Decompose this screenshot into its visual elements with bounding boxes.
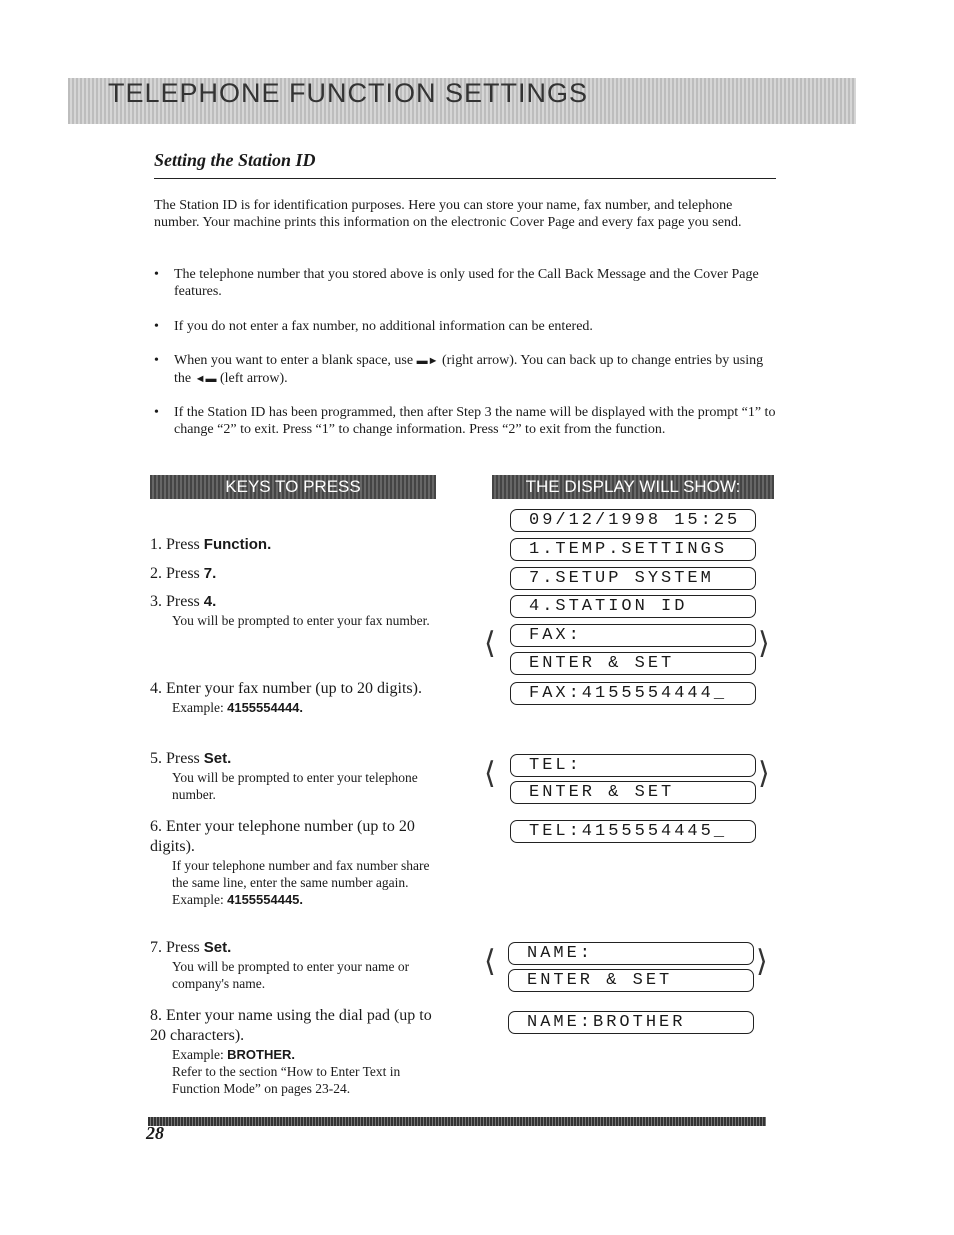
- lcd-display-tel-number: TEL:4155554445_: [510, 820, 756, 843]
- bullet-dot-icon: •: [154, 405, 159, 420]
- bullet-dot-icon: •: [154, 353, 159, 368]
- alternating-bracket-right-icon: ⟩: [758, 756, 770, 791]
- step-4: 4. Enter your fax number (up to 20 digits). Example: 4155554444.: [150, 679, 440, 716]
- bullet-item: [154, 266, 776, 300]
- step-1: 1. Press Function.: [150, 536, 272, 553]
- section-divider: [154, 178, 776, 179]
- alternating-bracket-right-icon: ⟩: [756, 944, 768, 979]
- bullet-text-a: When you want to enter a blank space, use: [174, 353, 414, 368]
- alternating-bracket-right-icon: ⟩: [758, 626, 770, 661]
- step-note: You will be prompted to enter your name or company's name.: [172, 959, 410, 991]
- bullet-item: [154, 318, 776, 335]
- bullet-item: [154, 404, 776, 438]
- step-example: Example: 4155554444.: [172, 700, 304, 715]
- key-7: 7.: [203, 565, 217, 582]
- footer-bar: [148, 1117, 766, 1126]
- lcd-display-tel-prompt: TEL:: [510, 754, 756, 777]
- bullet-text: The telephone number that you stored above is only used for the Call Back Message and the Cover Page features.: [174, 267, 759, 299]
- step-example: Example: BROTHER.: [172, 1047, 295, 1062]
- key-function: Function.: [203, 536, 272, 553]
- display-will-show-header: THE DISPLAY WILL SHOW:: [492, 475, 774, 499]
- step-5: 5. Press Set. You will be prompted to enter your telephone number.: [150, 749, 440, 803]
- step-note: You will be prompted to enter your fax number.: [172, 613, 430, 628]
- step-8: 8. Enter your name using the dial pad (up to 20 characters). Example: BROTHER. Refer to the section “How to Enter Text in Function Mode” on pages 23-24.: [150, 1006, 440, 1097]
- step-2: 2. Press 7.: [150, 565, 217, 582]
- bullet-item: [154, 352, 776, 388]
- lcd-display-temp-settings: 1.TEMP.SETTINGS: [510, 538, 756, 561]
- page-number: 28: [146, 1123, 164, 1143]
- lcd-display-enter-set: ENTER & SET: [510, 652, 756, 675]
- alternating-bracket-left-icon: ⟨: [484, 626, 496, 661]
- alternating-bracket-left-icon: ⟨: [484, 756, 496, 791]
- lcd-display-fax-prompt: FAX:: [510, 624, 756, 647]
- keys-to-press-header: KEYS TO PRESS: [150, 475, 436, 499]
- section-title: Setting the Station ID: [154, 150, 316, 170]
- bullet-text: If the Station ID has been programmed, then after Step 3 the name will be displayed with the prompt “1” to change “2” to exit. Press “1” to change information. Press “2” to exit from the function.: [174, 405, 776, 437]
- step-note: If your telephone number and fax number share the same line, enter the same number again.: [172, 858, 430, 890]
- lcd-display-name: NAME:BROTHER: [508, 1011, 754, 1034]
- bullet-text-b: (right arrow). You can back up to change entries by using the: [174, 353, 764, 386]
- key-set: Set.: [203, 939, 232, 956]
- bullet-dot-icon: •: [154, 267, 159, 282]
- step-example: Example: 4155554445.: [172, 892, 304, 907]
- left-arrow-icon: ◄▬: [194, 373, 217, 385]
- lcd-display-enter-set: ENTER & SET: [510, 781, 756, 804]
- lcd-display-date: 09/12/1998 15:25: [510, 509, 756, 532]
- step-7: 7. Press Set. You will be prompted to enter your name or company's name.: [150, 938, 440, 992]
- lcd-display-name-prompt: NAME:: [508, 942, 754, 965]
- bullet-text-c: (left arrow).: [220, 371, 288, 386]
- step-3: 3. Press 4. You will be prompted to enter your fax number.: [150, 592, 440, 629]
- step-6: 6. Enter your telephone number (up to 20 digits). If your telephone number and fax number share the same line, enter the same number again. Example: 4155554445.: [150, 817, 440, 908]
- key-set: Set.: [203, 750, 232, 767]
- right-arrow-icon: ▬►: [416, 355, 439, 367]
- header-banner: [68, 78, 856, 124]
- alternating-bracket-left-icon: ⟨: [484, 944, 496, 979]
- bullet-text: If you do not enter a fax number, no additional information can be entered.: [174, 319, 593, 334]
- lcd-display-station-id: 4.STATION ID: [510, 595, 756, 618]
- bullet-dot-icon: •: [154, 319, 159, 334]
- lcd-display-fax-number: FAX:4155554444_: [510, 682, 756, 705]
- lcd-display-enter-set: ENTER & SET: [508, 969, 754, 992]
- lcd-display-setup-system: 7.SETUP SYSTEM: [510, 567, 756, 590]
- step-note: You will be prompted to enter your telephone number.: [172, 770, 418, 802]
- step-note: Refer to the section “How to Enter Text in Function Mode” on pages 23-24.: [172, 1064, 401, 1096]
- key-4: 4.: [203, 593, 217, 610]
- page-header-title: TELEPHONE FUNCTION SETTINGS: [108, 78, 589, 108]
- intro-paragraph: The Station ID is for identification purposes. Here you can store your name, fax number, and telephone number. Your machine prints this information on the electronic Cover Page and every fax page you send.: [154, 198, 742, 230]
